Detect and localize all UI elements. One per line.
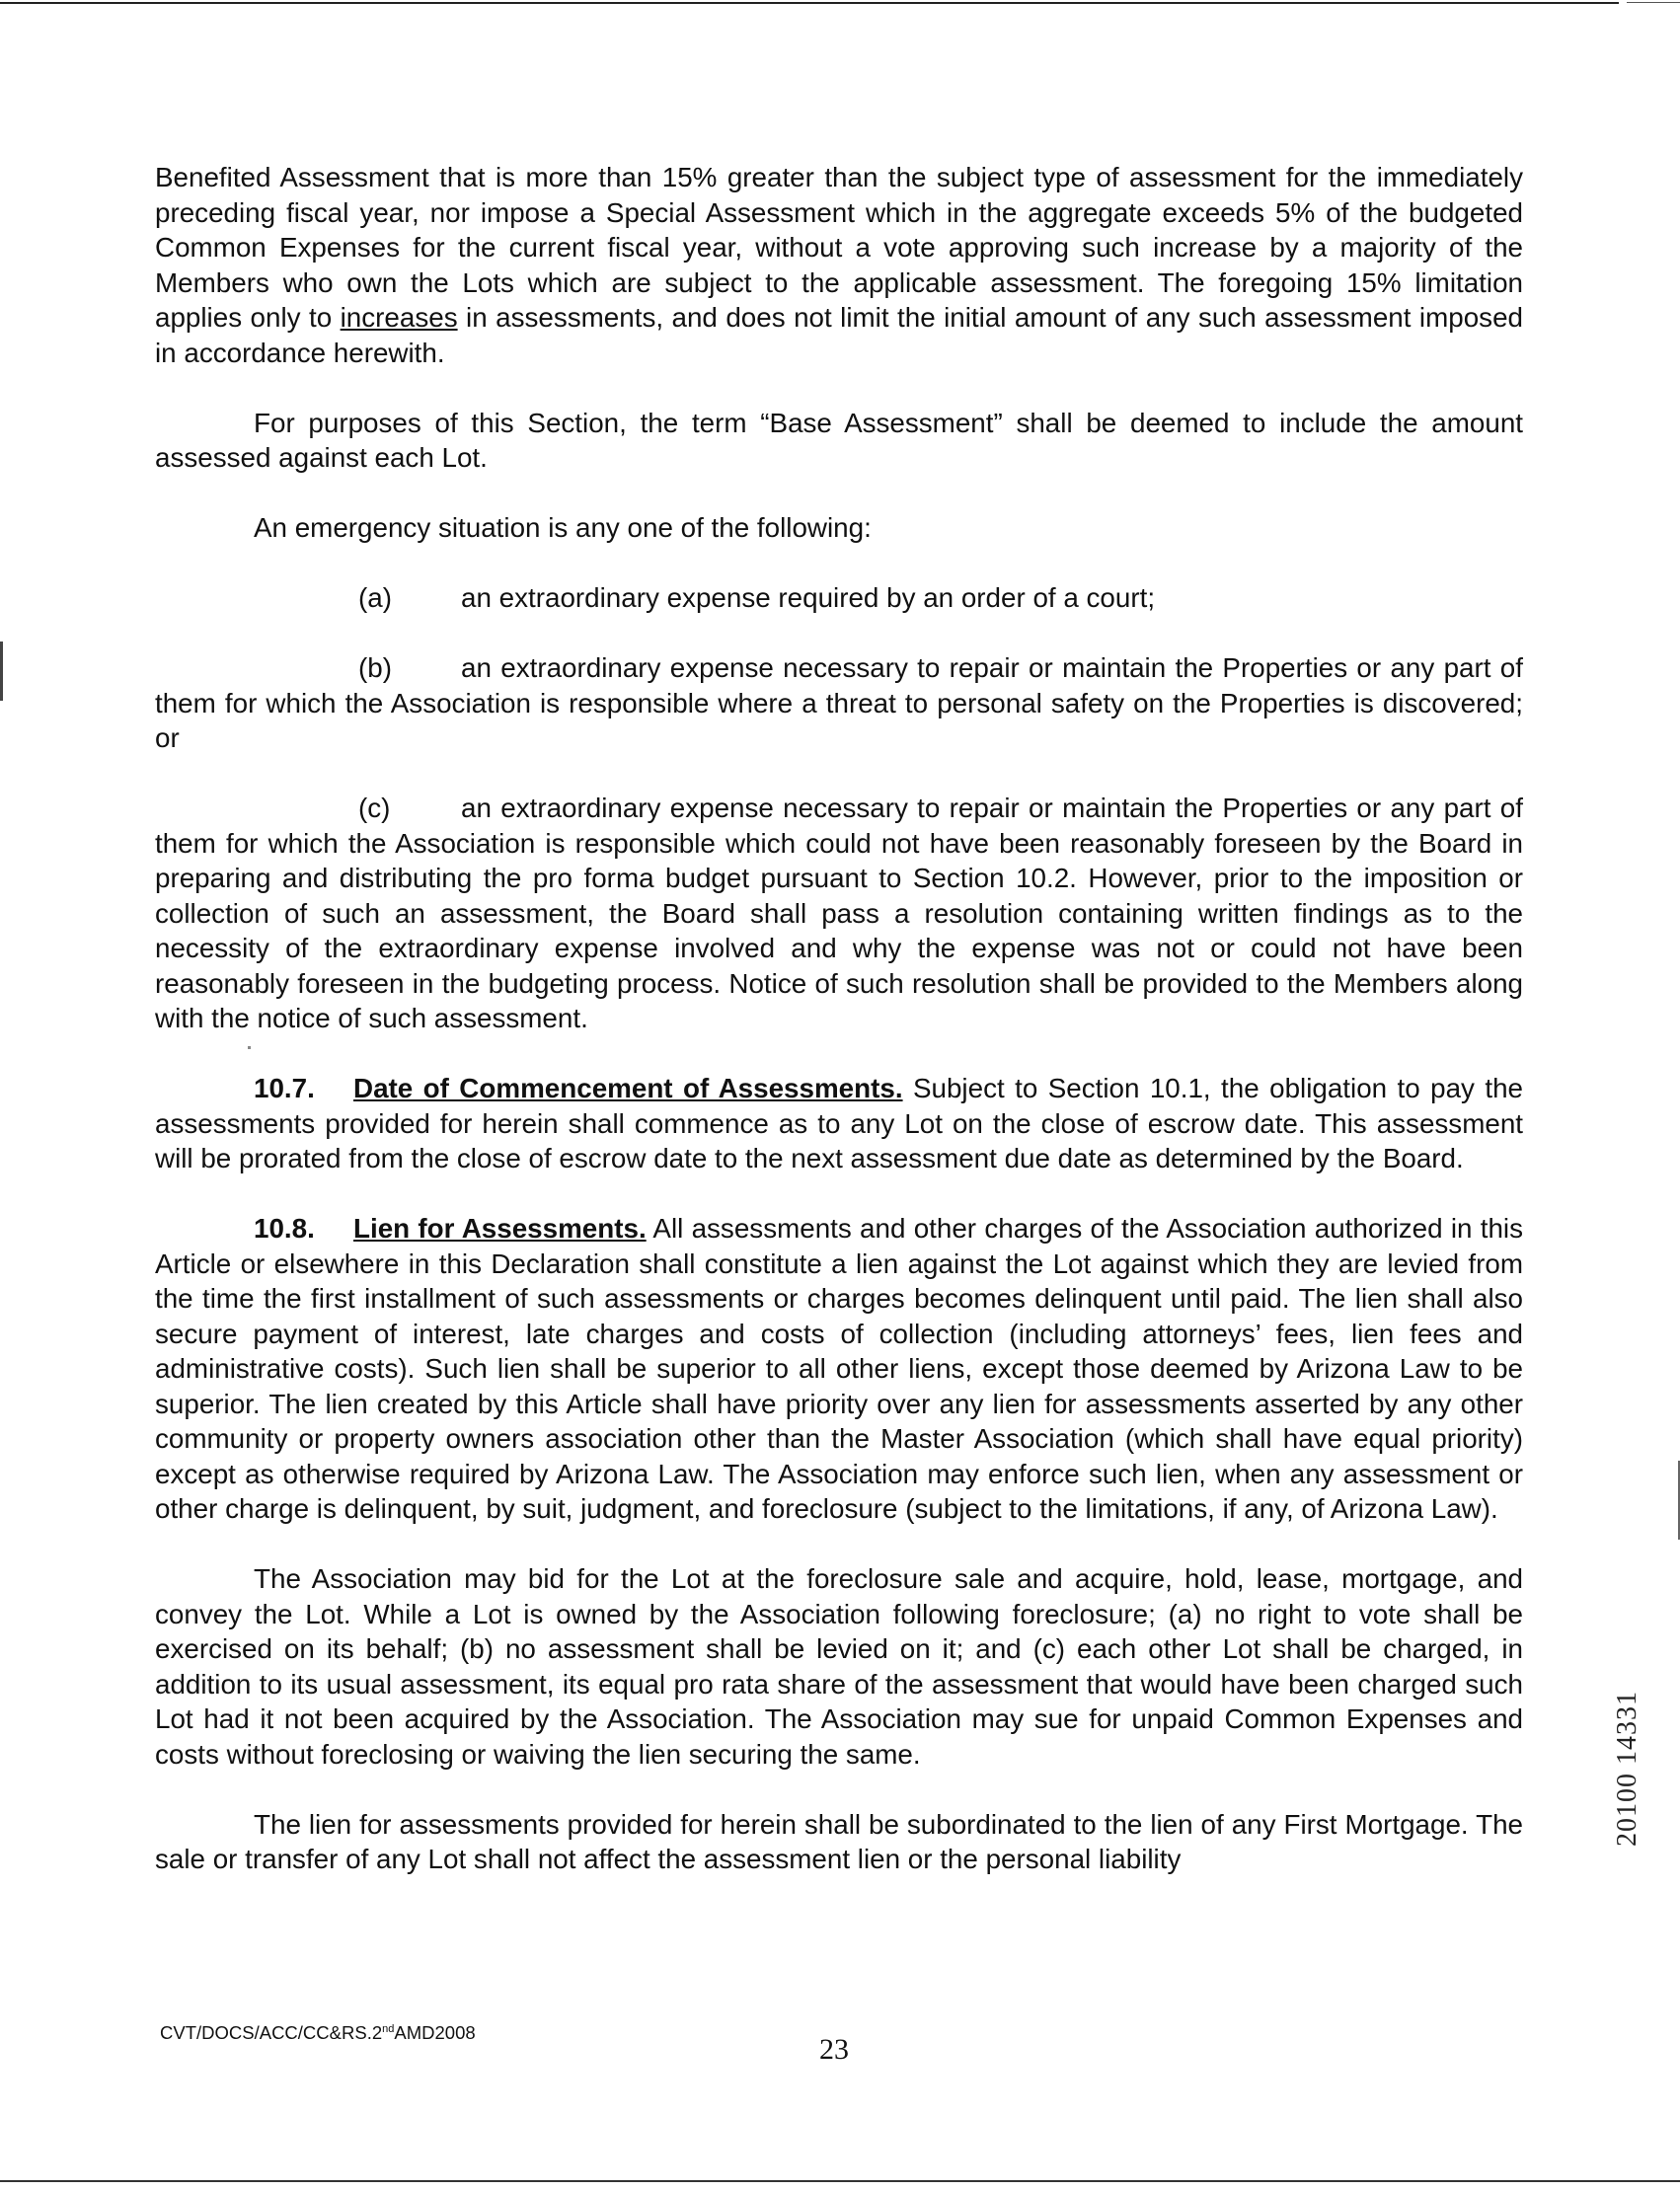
list-marker: (c) [358, 793, 391, 823]
list-marker: (a) [358, 582, 392, 613]
section-number: 10.8. [254, 1213, 315, 1244]
document-body [155, 160, 1523, 1912]
section-title: Lien for Assessments. [353, 1213, 647, 1244]
list-item-a: (a) an extraordinary expense required by an order of a court; [155, 580, 1523, 616]
recording-stamp: 20100 14331 [1612, 1691, 1642, 1847]
paragraph-subordination: The lien for assessments provided for herein shall be subordinated to the lien of any First Mortgage. The sale or transfer of any Lot shall not affect the assessment lien or the personal liability [155, 1808, 1523, 1874]
section-10-8: 10.8. Lien for Assessments. All assessments and other charges of the Association authorized in this Article or elsewhere in this Declaration shall constitute a lien against the Lot against which they are levied from the time the first installment of such assessments or charges becomes delinquent until paid. The lien shall also secure payment of interest, late charges and costs of collection (including attorneys’ fees, lien fees and administrative costs). Such lien shall be superior to all other liens, except those deemed by Arizona Law to be superior. The lien created by this Article shall have priority over any lien for assessments asserted by any other community or property owners association other than the Master Association (which shall have equal priority) except as otherwise required by Arizona Law. The Association may enforce such lien, when any assessment or other charge is delinquent, by suit, judgment, and foreclosure (subject to the limitations, if any, of Arizona Law). [155, 1213, 1523, 1524]
scan-edge-bottom [0, 2180, 1680, 2182]
list-marker: (b) [358, 652, 392, 683]
section-title: Date of Commencement of Assessments. [353, 1073, 903, 1103]
scan-edge-top [0, 2, 1619, 4]
list-item-b: (b) an extraordinary expense necessary to repair or maintain the Properties or any part of them for which the Association is responsible where a threat to personal safety on the Properties is discovered; or [155, 652, 1523, 753]
paragraph-foreclosure: The Association may bid for the Lot at the foreclosure sale and acquire, hold, lease, mortgage, and convey the Lot. While a Lot is owned by the Association following foreclosure; (a) no right to vote shall be exercised on its behalf; (b) no assessment shall be levied on it; and (c) each other Lot shall be charged, in addition to its usual assessment, its equal pro rata share of the assessment that would have been charged such Lot had it not been acquired by the Association. The Association may sue for unpaid Common Expenses and costs without foreclosing or waiving the lien securing the same. [155, 1563, 1523, 1770]
scan-edge-top-tail [1627, 2, 1680, 3]
paragraph-continuation: Benefited Assessment that is more than 15% greater than the subject type of assessment for the immediately preceding fiscal year, nor impose a Special Assessment which in the aggregate exceeds 5% of the budgeted Common Expenses for the current fiscal year, without a vote approving such increase by a majority of the Members who own the Lots which are subject to the applicable assessment. The foregoing 15% limitation applies only to increases in assessments, and does not limit the initial amount of any such assessment imposed in accordance herewith. [155, 162, 1523, 368]
paragraph-emergency-intro: An emergency situation is any one of the following: [254, 512, 872, 543]
underlined-word: increases [340, 302, 458, 333]
section-10-7: 10.7. Date of Commencement of Assessments. Subject to Section 10.1, the obligation to pay the assessments provided for herein shall commence as to any Lot on the close of escrow date. This assessment will be prorated from the close of escrow date to the next assessment due date as determined by the Board. [155, 1073, 1523, 1173]
list-item-c: (c) an extraordinary expense necessary to repair or maintain the Properties or any part of them for which the Association is responsible which could not have been reasonably foreseen by the Board in preparing and distributing the pro forma budget pursuant to Section 10.2. However, prior to the imposition or collection of such an assessment, the Board shall pass a resolution containing written findings as to the necessity of the extraordinary expense involved and why the expense was not or could not have been reasonably foreseen in the budgeting process. Notice of such resolution shall be provided to the Members along with the notice of such assessment. [155, 793, 1523, 1033]
scan-edge-mark-left [0, 642, 3, 701]
paragraph-base-assessment: For purposes of this Section, the term “Base Assessment” shall be deemed to include the amount assessed against each Lot. [155, 407, 1523, 473]
page-number: 23 [819, 2033, 849, 2066]
footer-document-id: CVT/DOCS/ACC/CC&RS.2ndAMD2008 [160, 2022, 476, 2043]
section-number: 10.7. [254, 1073, 315, 1103]
